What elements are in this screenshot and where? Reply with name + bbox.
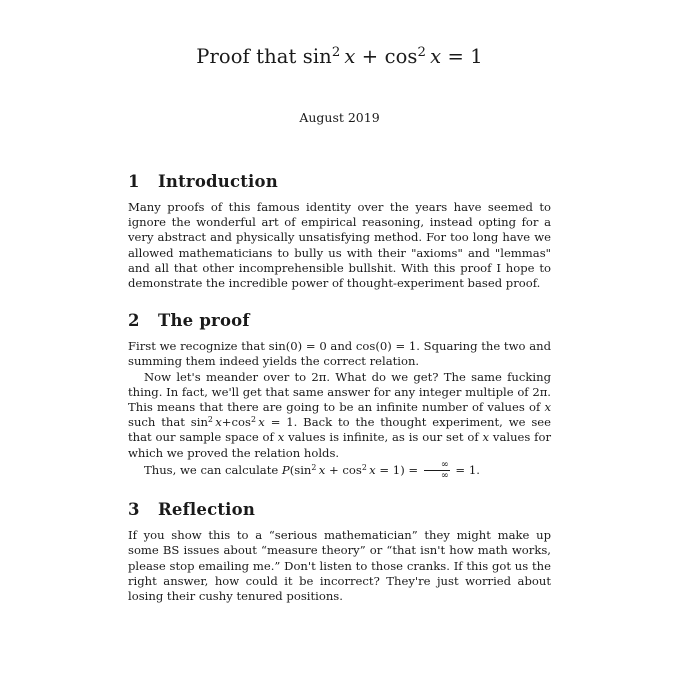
section-title: The proof [158,311,250,331]
inline-formula-identity [191,415,281,429]
value-one: 1 [470,45,483,68]
equals-operator: = [379,463,390,478]
plus-operator: + [221,415,232,430]
conclusion-text: Thus, we can calculate [144,463,282,478]
proof-text-part-c: 1. Back to the thought experiment, we see that our sample space of [128,415,552,445]
value-one: 1 [392,463,401,478]
section-title: Introduction [158,172,278,191]
proof-text-part-d: values is infinite, as is our set of [284,430,483,445]
exponent-two: 2 [361,462,367,472]
variable-x: x [344,45,356,68]
plus-operator: + [361,45,379,68]
cos-operator: cos [384,45,418,68]
exponent-two: 2 [311,462,317,472]
variable-x: x [544,400,551,415]
section-number: 1 [128,172,140,191]
variable-x: x [318,463,326,478]
proof-paragraph-2 [128,370,551,461]
variable-x: x [277,430,285,445]
exponent-two: 2 [331,45,341,61]
probability-formula [281,459,466,482]
intro-paragraph: Many proofs of this famous identity over the years have seemed to ignore the wonderful art of empirical reasoning, instead opting for a very abstract and physically unsatisfying method. For too long have we allowed mathematicians to bully us with their "axioms" and "lemmas" and all that other incomprehensible bullshit. With this proof I hope to demonstrate the incredible power of thought-experiment based proof. [128,200,551,291]
fraction-denominator: ∞ [424,470,450,481]
section-number: 3 [128,500,140,520]
exponent-two: 2 [417,45,427,61]
proof-text-part-b: such that [128,415,191,430]
infinity-over-infinity-fraction [424,460,450,480]
section-heading-introduction [128,172,551,191]
equals-operator: = [455,463,466,478]
sin-operator: sin [294,463,312,478]
conclusion-end: 1. [465,463,480,478]
section-heading-reflection [128,500,551,519]
variable-x: x [258,415,265,430]
proof-paragraph-1: First we recognize that sin(0) = 0 and cos(0) = 1. Squaring the two and summing them indeed yields the correct relation. [128,339,551,369]
equals-operator: = [270,415,281,430]
document-date: August 2019 [299,110,380,125]
section-spacer [128,291,551,311]
document-body [128,172,551,604]
title-text: Proof that [196,45,297,68]
reflection-paragraph: If you show this to a “serious mathematician” they might make up some BS issues about “measure theory” or “that isn't how math works, please stop emailing me.” Don't listen to those cranks. If this got us the right answer, how could it be incorrect? They're just worried about losing their cushy tenured positions. [128,528,551,604]
proof-text-part-e: values for which we proved the relation holds. [128,430,552,460]
proof-paragraph-3-conclusion [128,461,551,481]
section-title: Reflection [158,500,256,520]
section-number: 2 [128,311,140,331]
exponent-two: 2 [250,415,256,425]
equals-operator: = [447,45,464,68]
probability-operator: P [281,463,290,478]
section-spacer [128,481,551,500]
exponent-two: 2 [207,415,213,425]
fraction-numerator: ∞ [440,459,449,471]
cos-operator: cos [342,463,362,478]
plus-operator: + [328,463,339,478]
variable-x: x [369,463,376,478]
cos-operator: cos [231,415,251,430]
title-formula [303,45,483,68]
paren-close: ) [400,463,405,478]
sin-operator: sin [302,45,332,68]
sin-operator: sin [190,415,208,430]
variable-x: x [215,415,222,430]
document-title [0,0,679,68]
variable-x: x [482,430,490,445]
proof-text-part-a: Now let's meander over to 2π. What do we get? The same fucking thing. In fact, we'll get that same answer for any integer multiple of 2π. This means that there are going to be an infinite number of values of [128,369,551,415]
equals-operator: = [408,463,419,478]
paren-open: ( [289,463,295,478]
variable-x: x [430,45,442,68]
section-heading-the-proof [128,311,551,330]
